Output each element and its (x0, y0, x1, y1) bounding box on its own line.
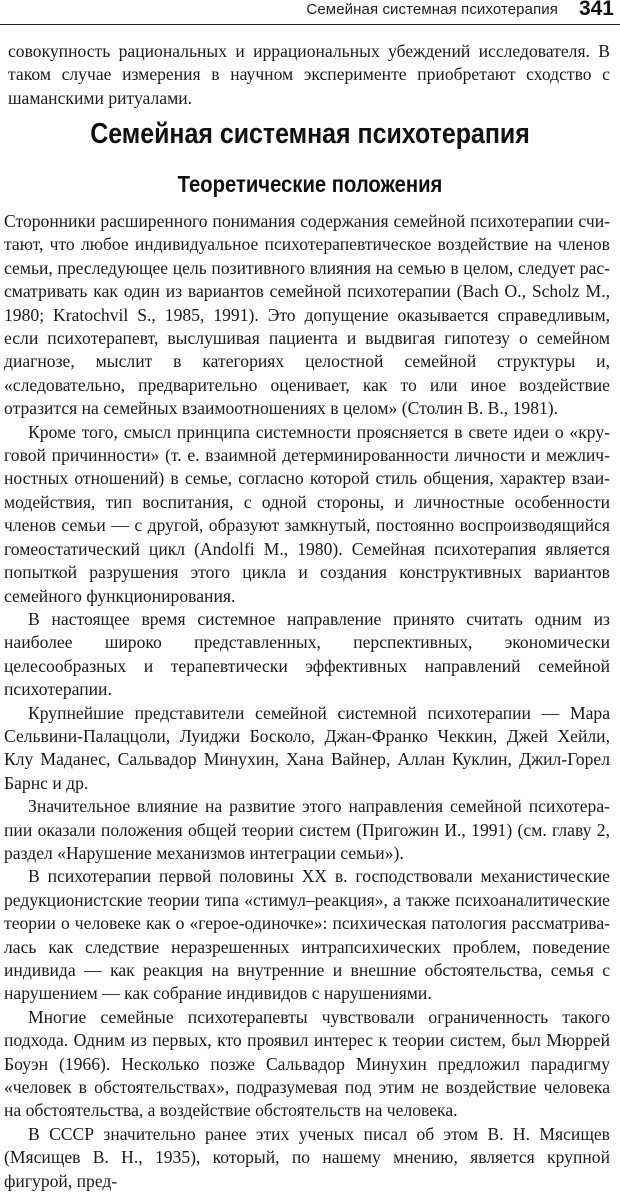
body-text (4, 210, 610, 1193)
paragraph-8: В СССР значительно ранее этих ученых писал об этом В. Н. Мясищев (Мясищев В. Н., 1935), который, по нашему мнению, является крупной фигурой, пред- (4, 1123, 610, 1191)
section-title: Теоретические положения (177, 171, 443, 197)
paragraph-5: Значительное влияние на развитие этого направления семейной психотерапии оказали положения общей теории систем (Пригожин И., 1991) (см. главу 2, раздел «Нарушение механизмов интеграции семьи»). (4, 796, 610, 863)
paragraph-1: Сторонники расширенного понимания содержания семейной психотерапии считают, что любое индивидуальное психотерапевтическое воздействие на членов семьи, преследующее цель позитивного влияния на семью в целом, следует рассматривать как один из вариантов семейной психотерапии (Bach O., Scholz M., 1980; Kratochvil S., 1985, 1991). Это допущение оказывается справедливым, если психотерапевт, выслушивая пациента и выдвигая гипотезу о семейном диагнозе, мыслит в категориях целостной семейной структуры и, «следовательно, предварительно оценивает, как то или иное воздействие отразится на семейных взаимоотношениях в целом» (Столин В. В., 1981). (4, 211, 610, 419)
paragraph-6: В психотерапии первой половины XX в. господствовали механистические редукционистские теории типа «стимул–реакция», а также психоаналитические теории о человеке как о «герое-одиночке»: психическая патология рассматривалась как следствие неразрешенных интрапсихических проблем, поведение индивида — как реакция на внутренние и внешние обстоятельства, семья с нарушением — как собрание индивидов с нарушениями. (4, 866, 610, 1004)
running-head-title: Семейная системная психотерапия (306, 1, 558, 18)
intro-text (8, 40, 610, 110)
chapter-title: Семейная системная психотерапия (90, 118, 530, 150)
paragraph-4: Крупнейшие представители семейной системной психотерапии — Мара Сельвини-Палаццоли, Луиджи Босколо, Джан-Франко Чеккин, Джей Хейли, Клу Маданес, Сальвадор Минухин, Хана Вайнер, Аллан Куклин, Джил-Горел Барнс и др. (4, 702, 610, 793)
paragraph-2: Кроме того, смысл принципа системности проясняется в свете идеи о «круговой причинности» (т. е. взаимной детерминированности личности и межличностных отношений) в семье, согласно которой стиль общения, характер взаимодействия, тип воспитания, с одной стороны, и личностные особенности членов семьи — с другой, образуют замкнутый, постоянно воспроизводящийся гомеостатический цикл (Andolfi M., 1980). Семейная психотерапия является попыткой разрушения этого цикла и создания конструктивных вариантов семейного функционирования. (4, 421, 610, 606)
paragraph-7: Многие семейные психотерапевты чувствовали ограниченность такого подхода. Одним из первых, кто проявил интерес к теории систем, был Мюррей Боуэн (1966). Несколько позже Сальвадор Минухин предложил парадигму «человек в обстоятельствах», подразумевая под этим не воздействие человека на обстоятельства, а воздействие обстоятельств на человека. (4, 1006, 610, 1121)
intro-paragraph: совокупность рациональных и иррациональных убеждений исследователя. В таком случае измерения в научном эксперименте приобретают сходство с шаманскими ритуалами. (8, 41, 610, 108)
page-number: 341 (578, 0, 614, 20)
running-head (0, 0, 620, 25)
paragraph-3: В настоящее время системное направление принято считать одним из наиболее широко представленных, перспективных, экономически целесообразных и терапевтически эффективных направлений семейной психотерапии. (4, 608, 610, 700)
